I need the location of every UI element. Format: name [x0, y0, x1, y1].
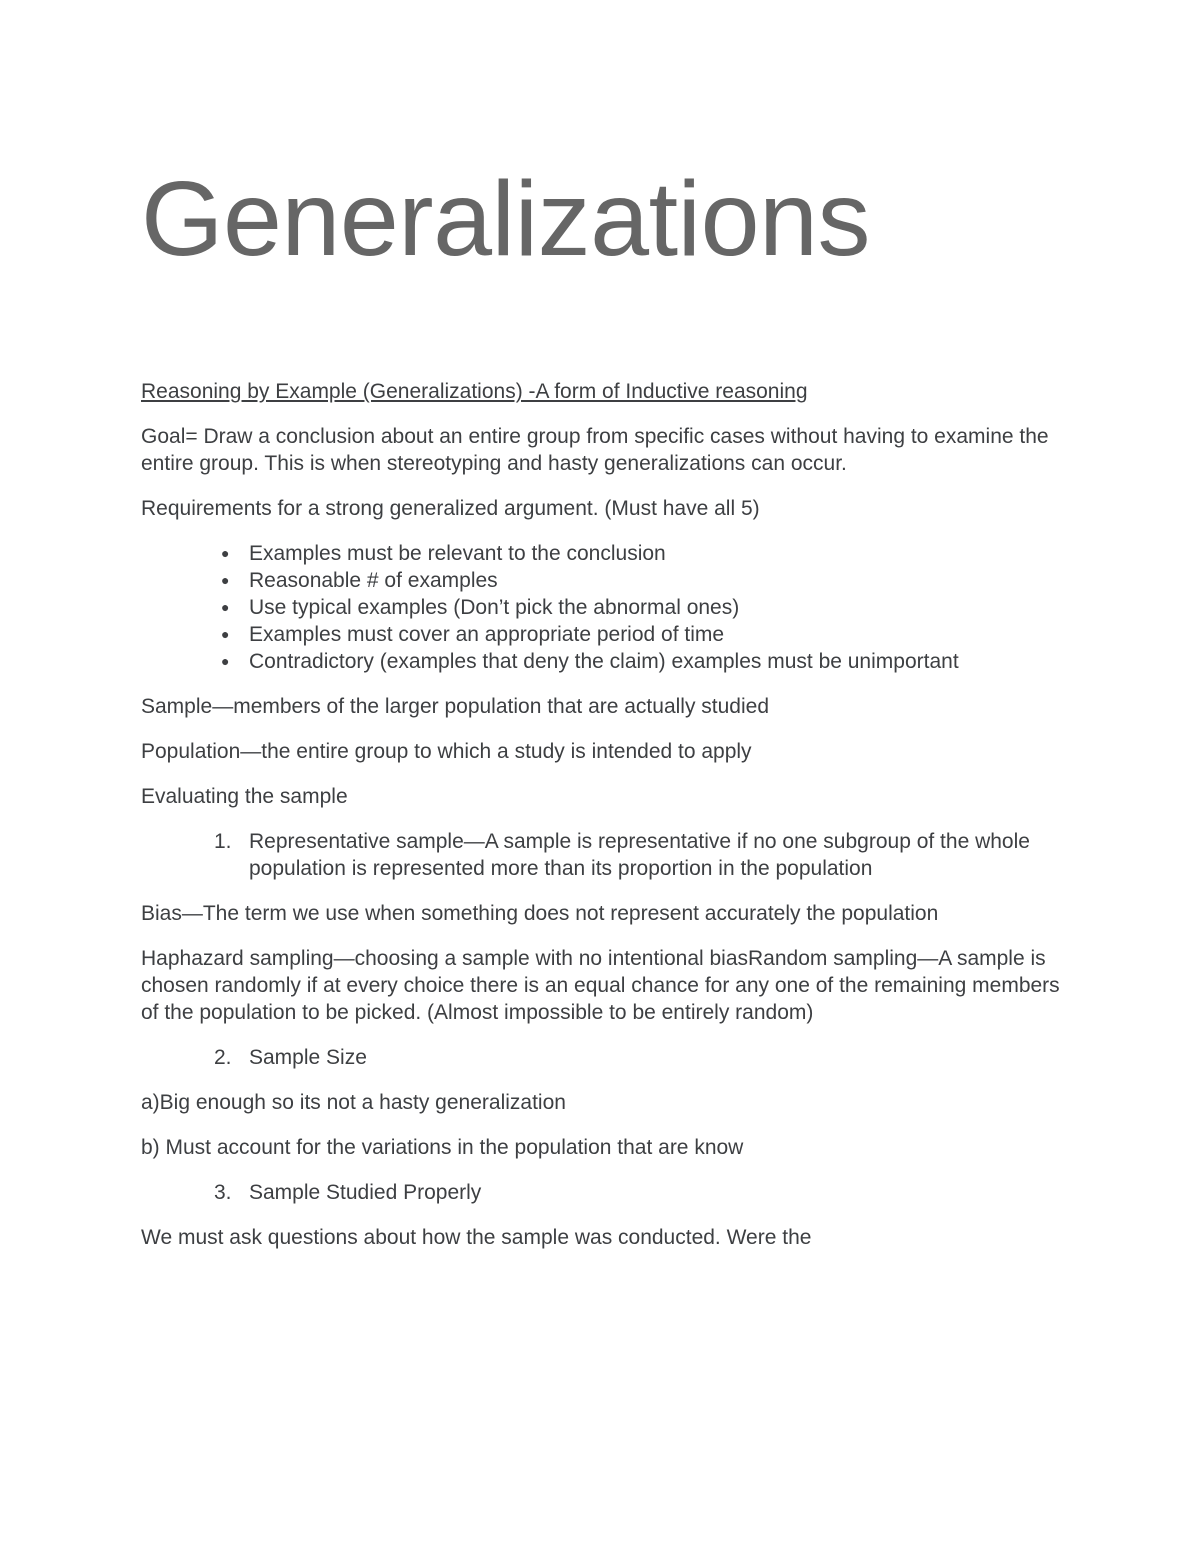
sample-definition: Sample—members of the larger population that are actually studied [141, 695, 770, 718]
bullet-icon: ● [221, 626, 230, 642]
list-item-text: Use typical examples (Don’t pick the abnormal ones) [249, 596, 740, 619]
numbered-item-1 [141, 828, 1061, 882]
bullet-icon: ● [221, 653, 230, 669]
bullet-icon: ● [221, 545, 230, 561]
list-item [141, 567, 1061, 594]
size-point-b: b) Must account for the variations in the population that are know [141, 1136, 744, 1159]
list-item-text: Examples must be relevant to the conclusion [249, 542, 666, 565]
requirements-list [141, 540, 1061, 675]
list-number: 3. [214, 1181, 232, 1204]
list-item-text: Contradictory (examples that deny the claim) examples must be unimportant [249, 650, 959, 673]
document-title: Generalizations [141, 160, 871, 278]
haphazard-paragraph: Haphazard sampling—choosing a sample with no intentional biasRandom sampling—A sample is chosen randomly if at every choice there is an equal chance for any one of the remaining members of the population to be picked. (Almost impossible to be entirely random) [141, 947, 1060, 1024]
evaluating-heading: Evaluating the sample [141, 785, 348, 808]
bullet-icon: ● [221, 599, 230, 615]
list-number: 1. [214, 830, 232, 853]
requirements-intro: Requirements for a strong generalized argument. (Must have all 5) [141, 497, 760, 520]
goal-paragraph: Goal= Draw a conclusion about an entire group from specific cases without having to examine the entire group. This is when stereotyping and hasty generalizations can occur. [141, 425, 1049, 475]
list-item-text: Reasonable # of examples [249, 569, 498, 592]
list-item [141, 648, 1061, 675]
bias-definition: Bias—The term we use when something does not represent accurately the population [141, 902, 939, 925]
closing-paragraph: We must ask questions about how the sample was conducted. Were the [141, 1226, 812, 1249]
document-body [141, 378, 1061, 1269]
numbered-item-2 [141, 1044, 1061, 1071]
numbered-item-text: Representative sample—A sample is representative if no one subgroup of the whole population is represented more than its proportion in the population [249, 830, 1030, 880]
numbered-item-text: Sample Size [249, 1046, 367, 1069]
list-item [141, 621, 1061, 648]
list-number: 2. [214, 1046, 232, 1069]
size-point-a: a)Big enough so its not a hasty generalization [141, 1091, 566, 1114]
section-subtitle: Reasoning by Example (Generalizations) -A form of Inductive reasoning [141, 380, 808, 403]
numbered-item-text: Sample Studied Properly [249, 1181, 482, 1204]
list-item [141, 540, 1061, 567]
list-item-text: Examples must cover an appropriate period of time [249, 623, 725, 646]
list-item [141, 594, 1061, 621]
numbered-item-3 [141, 1179, 1061, 1206]
bullet-icon: ● [221, 572, 230, 588]
population-definition: Population—the entire group to which a study is intended to apply [141, 740, 752, 763]
